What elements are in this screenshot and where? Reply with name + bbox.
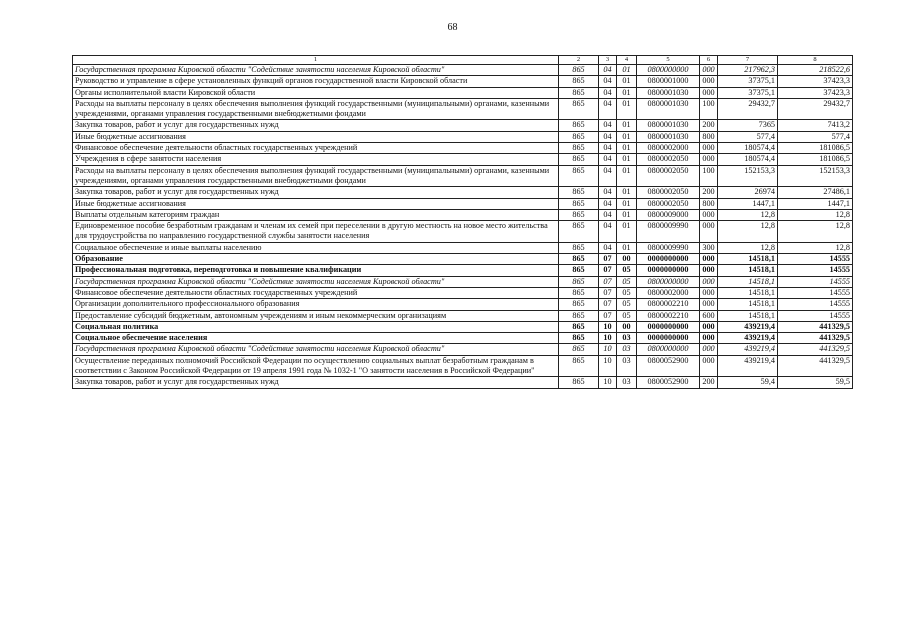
column-header: 1 bbox=[73, 56, 559, 65]
row-subsection: 05 bbox=[617, 287, 637, 298]
row-amount-year-1: 14518,1 bbox=[718, 299, 778, 310]
row-ministry-code: 865 bbox=[559, 242, 599, 253]
row-amount-year-2: 37423,3 bbox=[778, 76, 853, 87]
row-amount-year-2: 441329,5 bbox=[778, 355, 853, 377]
row-expense-type: 000 bbox=[700, 143, 718, 154]
row-description: Осуществление переданных полномочий Российской Федерации по осуществлению социальных выплат безработным гражданам в соответствии с Законом Российской Федерации от 19 апреля 1991 года № 1032-1 "О занятости населения в Российской Федерации" bbox=[73, 355, 559, 377]
row-target-article: 0800002050 bbox=[637, 187, 700, 198]
row-ministry-code: 865 bbox=[559, 287, 599, 298]
row-subsection: 01 bbox=[617, 165, 637, 187]
row-description: Иные бюджетные ассигнования bbox=[73, 131, 559, 142]
row-expense-type: 000 bbox=[700, 154, 718, 165]
table-row bbox=[73, 321, 853, 332]
row-target-article: 0800052900 bbox=[637, 355, 700, 377]
row-ministry-code: 865 bbox=[559, 87, 599, 98]
row-expense-type: 600 bbox=[700, 310, 718, 321]
row-description: Финансовое обеспечение деятельности областных государственных учреждений bbox=[73, 287, 559, 298]
row-subsection: 01 bbox=[617, 76, 637, 87]
row-ministry-code: 865 bbox=[559, 143, 599, 154]
row-amount-year-2: 12,8 bbox=[778, 242, 853, 253]
row-expense-type: 000 bbox=[700, 333, 718, 344]
row-amount-year-1: 439219,4 bbox=[718, 321, 778, 332]
row-amount-year-1: 180574,4 bbox=[718, 154, 778, 165]
row-amount-year-2: 218522,6 bbox=[778, 65, 853, 76]
row-description: Социальное обеспечение и иные выплаты населению bbox=[73, 242, 559, 253]
row-subsection: 01 bbox=[617, 143, 637, 154]
row-target-article: 0000000000 bbox=[637, 265, 700, 276]
row-subsection: 01 bbox=[617, 242, 637, 253]
row-description: Закупка товаров, работ и услуг для государственных нужд bbox=[73, 187, 559, 198]
row-expense-type: 100 bbox=[700, 165, 718, 187]
table-row bbox=[73, 276, 853, 287]
row-ministry-code: 865 bbox=[559, 76, 599, 87]
table-row bbox=[73, 87, 853, 98]
row-amount-year-1: 37375,1 bbox=[718, 76, 778, 87]
row-amount-year-2: 152153,3 bbox=[778, 165, 853, 187]
row-target-article: 0800002000 bbox=[637, 287, 700, 298]
table-row bbox=[73, 198, 853, 209]
table-row bbox=[73, 299, 853, 310]
row-amount-year-2: 577,4 bbox=[778, 131, 853, 142]
column-header: 3 bbox=[599, 56, 617, 65]
row-subsection: 05 bbox=[617, 265, 637, 276]
row-description: Государственная программа Кировской области "Содействие занятости населения Кировской области" bbox=[73, 65, 559, 76]
row-expense-type: 000 bbox=[700, 276, 718, 287]
row-amount-year-2: 29432,7 bbox=[778, 98, 853, 120]
row-ministry-code: 865 bbox=[559, 154, 599, 165]
row-subsection: 00 bbox=[617, 254, 637, 265]
row-ministry-code: 865 bbox=[559, 65, 599, 76]
row-amount-year-2: 1447,1 bbox=[778, 198, 853, 209]
row-amount-year-2: 37423,3 bbox=[778, 87, 853, 98]
column-header: 8 bbox=[778, 56, 853, 65]
row-subsection: 01 bbox=[617, 221, 637, 243]
row-description: Финансовое обеспечение деятельности областных государственных учреждений bbox=[73, 143, 559, 154]
row-target-article: 0800002000 bbox=[637, 143, 700, 154]
row-expense-type: 000 bbox=[700, 287, 718, 298]
row-ministry-code: 865 bbox=[559, 209, 599, 220]
row-section: 07 bbox=[599, 276, 617, 287]
column-header: 4 bbox=[617, 56, 637, 65]
row-section: 04 bbox=[599, 143, 617, 154]
row-ministry-code: 865 bbox=[559, 377, 599, 388]
row-amount-year-1: 26974 bbox=[718, 187, 778, 198]
row-amount-year-1: 59,4 bbox=[718, 377, 778, 388]
row-subsection: 03 bbox=[617, 377, 637, 388]
column-header: 6 bbox=[700, 56, 718, 65]
row-target-article: 0800002050 bbox=[637, 198, 700, 209]
row-subsection: 01 bbox=[617, 87, 637, 98]
row-expense-type: 300 bbox=[700, 242, 718, 253]
row-subsection: 03 bbox=[617, 333, 637, 344]
row-subsection: 01 bbox=[617, 120, 637, 131]
row-expense-type: 200 bbox=[700, 120, 718, 131]
row-expense-type: 000 bbox=[700, 254, 718, 265]
header-row bbox=[73, 56, 853, 65]
row-description: Организации дополнительного профессионального образования bbox=[73, 299, 559, 310]
row-subsection: 01 bbox=[617, 187, 637, 198]
table-row bbox=[73, 131, 853, 142]
row-description: Государственная программа Кировской области "Содействие занятости населения Кировской области" bbox=[73, 276, 559, 287]
row-section: 10 bbox=[599, 377, 617, 388]
row-amount-year-1: 7365 bbox=[718, 120, 778, 131]
row-section: 04 bbox=[599, 120, 617, 131]
row-section: 04 bbox=[599, 131, 617, 142]
row-amount-year-2: 27486,1 bbox=[778, 187, 853, 198]
table-row bbox=[73, 344, 853, 355]
row-amount-year-2: 14555 bbox=[778, 299, 853, 310]
row-subsection: 01 bbox=[617, 209, 637, 220]
row-section: 04 bbox=[599, 209, 617, 220]
row-ministry-code: 865 bbox=[559, 120, 599, 131]
budget-table bbox=[72, 55, 853, 389]
row-description: Закупка товаров, работ и услуг для государственных нужд bbox=[73, 120, 559, 131]
row-subsection: 05 bbox=[617, 276, 637, 287]
row-amount-year-2: 12,8 bbox=[778, 209, 853, 220]
row-section: 07 bbox=[599, 287, 617, 298]
table-row bbox=[73, 254, 853, 265]
row-amount-year-1: 29432,7 bbox=[718, 98, 778, 120]
row-amount-year-1: 217962,3 bbox=[718, 65, 778, 76]
row-amount-year-1: 14518,1 bbox=[718, 254, 778, 265]
row-amount-year-2: 14555 bbox=[778, 254, 853, 265]
row-amount-year-2: 441329,5 bbox=[778, 344, 853, 355]
row-description: Единовременное пособие безработным гражданам и членам их семей при переселении в другую местность на новое место жительства для трудоустройства по направлению государственной службы занятости населения bbox=[73, 221, 559, 243]
row-expense-type: 000 bbox=[700, 87, 718, 98]
row-subsection: 01 bbox=[617, 198, 637, 209]
row-section: 04 bbox=[599, 221, 617, 243]
row-ministry-code: 865 bbox=[559, 333, 599, 344]
row-amount-year-2: 59,5 bbox=[778, 377, 853, 388]
table-row bbox=[73, 221, 853, 243]
row-ministry-code: 865 bbox=[559, 355, 599, 377]
column-header: 7 bbox=[718, 56, 778, 65]
row-ministry-code: 865 bbox=[559, 310, 599, 321]
row-description: Руководство и управление в сфере установленных функций органов государственной власти Кировской области bbox=[73, 76, 559, 87]
row-subsection: 01 bbox=[617, 65, 637, 76]
column-header: 5 bbox=[637, 56, 700, 65]
row-target-article: 0800000000 bbox=[637, 276, 700, 287]
table-row bbox=[73, 187, 853, 198]
row-ministry-code: 865 bbox=[559, 131, 599, 142]
row-expense-type: 000 bbox=[700, 344, 718, 355]
row-expense-type: 800 bbox=[700, 198, 718, 209]
row-expense-type: 000 bbox=[700, 209, 718, 220]
row-amount-year-2: 7413,2 bbox=[778, 120, 853, 131]
table-row bbox=[73, 333, 853, 344]
row-section: 10 bbox=[599, 344, 617, 355]
row-ministry-code: 865 bbox=[559, 321, 599, 332]
row-amount-year-2: 181086,5 bbox=[778, 154, 853, 165]
row-target-article: 0800002210 bbox=[637, 310, 700, 321]
row-expense-type: 000 bbox=[700, 76, 718, 87]
row-ministry-code: 865 bbox=[559, 265, 599, 276]
row-section: 04 bbox=[599, 87, 617, 98]
table-row bbox=[73, 165, 853, 187]
row-amount-year-1: 439219,4 bbox=[718, 333, 778, 344]
row-expense-type: 200 bbox=[700, 187, 718, 198]
row-amount-year-2: 14555 bbox=[778, 276, 853, 287]
row-amount-year-2: 12,8 bbox=[778, 221, 853, 243]
row-description: Образование bbox=[73, 254, 559, 265]
row-target-article: 0800001030 bbox=[637, 87, 700, 98]
row-ministry-code: 865 bbox=[559, 98, 599, 120]
row-description: Расходы на выплаты персоналу в целях обеспечения выполнения функций государственными (муниципальными) органами, казенными учреждениями, органами управления государственными внебюджетными фондами bbox=[73, 98, 559, 120]
row-description: Расходы на выплаты персоналу в целях обеспечения выполнения функций государственными (муниципальными) органами, казенными учреждениями, органами управления государственными внебюджетными фондами bbox=[73, 165, 559, 187]
row-target-article: 0800001000 bbox=[637, 76, 700, 87]
row-target-article: 0800002210 bbox=[637, 299, 700, 310]
row-description: Социальное обеспечение населения bbox=[73, 333, 559, 344]
row-subsection: 05 bbox=[617, 310, 637, 321]
row-subsection: 01 bbox=[617, 154, 637, 165]
row-amount-year-1: 37375,1 bbox=[718, 87, 778, 98]
row-amount-year-1: 14518,1 bbox=[718, 310, 778, 321]
row-amount-year-1: 12,8 bbox=[718, 221, 778, 243]
row-description: Иные бюджетные ассигнования bbox=[73, 198, 559, 209]
row-amount-year-2: 441329,5 bbox=[778, 321, 853, 332]
row-section: 04 bbox=[599, 65, 617, 76]
row-expense-type: 000 bbox=[700, 299, 718, 310]
row-subsection: 01 bbox=[617, 131, 637, 142]
row-ministry-code: 865 bbox=[559, 344, 599, 355]
table-row bbox=[73, 76, 853, 87]
row-expense-type: 000 bbox=[700, 265, 718, 276]
row-section: 04 bbox=[599, 187, 617, 198]
row-expense-type: 800 bbox=[700, 131, 718, 142]
row-amount-year-2: 14555 bbox=[778, 287, 853, 298]
row-target-article: 0800001030 bbox=[637, 120, 700, 131]
row-description: Учреждения в сфере занятости населения bbox=[73, 154, 559, 165]
row-target-article: 0800002050 bbox=[637, 165, 700, 187]
table-row bbox=[73, 242, 853, 253]
row-expense-type: 200 bbox=[700, 377, 718, 388]
row-section: 04 bbox=[599, 198, 617, 209]
column-header: 2 bbox=[559, 56, 599, 65]
row-target-article: 0800000000 bbox=[637, 344, 700, 355]
row-section: 07 bbox=[599, 299, 617, 310]
row-subsection: 01 bbox=[617, 98, 637, 120]
row-amount-year-1: 12,8 bbox=[718, 242, 778, 253]
row-target-article: 0800001030 bbox=[637, 98, 700, 120]
row-target-article: 0800002050 bbox=[637, 154, 700, 165]
table-row bbox=[73, 120, 853, 131]
row-subsection: 05 bbox=[617, 299, 637, 310]
row-section: 04 bbox=[599, 242, 617, 253]
row-ministry-code: 865 bbox=[559, 221, 599, 243]
row-description: Профессиональная подготовка, переподготовка и повышение квалификации bbox=[73, 265, 559, 276]
row-description: Предоставление субсидий бюджетным, автономным учреждениям и иным некоммерческим организациям bbox=[73, 310, 559, 321]
row-target-article: 0800001030 bbox=[637, 131, 700, 142]
row-amount-year-1: 12,8 bbox=[718, 209, 778, 220]
row-expense-type: 000 bbox=[700, 221, 718, 243]
row-target-article: 0000000000 bbox=[637, 333, 700, 344]
row-section: 10 bbox=[599, 355, 617, 377]
row-amount-year-1: 577,4 bbox=[718, 131, 778, 142]
row-section: 04 bbox=[599, 98, 617, 120]
table-row bbox=[73, 287, 853, 298]
table-row bbox=[73, 355, 853, 377]
table-row bbox=[73, 310, 853, 321]
row-subsection: 03 bbox=[617, 355, 637, 377]
row-amount-year-1: 152153,3 bbox=[718, 165, 778, 187]
row-description: Государственная программа Кировской области "Содействие занятости населения Кировской области" bbox=[73, 344, 559, 355]
row-section: 07 bbox=[599, 254, 617, 265]
row-expense-type: 000 bbox=[700, 65, 718, 76]
table-row bbox=[73, 98, 853, 120]
row-description: Выплаты отдельным категориям граждан bbox=[73, 209, 559, 220]
row-amount-year-1: 14518,1 bbox=[718, 287, 778, 298]
table-row bbox=[73, 377, 853, 388]
table-row bbox=[73, 265, 853, 276]
row-expense-type: 100 bbox=[700, 98, 718, 120]
row-target-article: 0800009000 bbox=[637, 209, 700, 220]
row-section: 10 bbox=[599, 321, 617, 332]
page-number: 68 bbox=[447, 22, 458, 33]
row-ministry-code: 865 bbox=[559, 165, 599, 187]
table-row bbox=[73, 65, 853, 76]
row-target-article: 0800052900 bbox=[637, 377, 700, 388]
table-row bbox=[73, 143, 853, 154]
row-target-article: 0800009990 bbox=[637, 221, 700, 243]
row-target-article: 0000000000 bbox=[637, 254, 700, 265]
row-section: 07 bbox=[599, 310, 617, 321]
row-expense-type: 000 bbox=[700, 321, 718, 332]
row-amount-year-1: 439219,4 bbox=[718, 344, 778, 355]
row-subsection: 00 bbox=[617, 321, 637, 332]
row-amount-year-1: 14518,1 bbox=[718, 265, 778, 276]
row-description: Органы исполнительной власти Кировской области bbox=[73, 87, 559, 98]
row-description: Социальная политика bbox=[73, 321, 559, 332]
row-amount-year-2: 14555 bbox=[778, 310, 853, 321]
row-target-article: 0800009990 bbox=[637, 242, 700, 253]
row-ministry-code: 865 bbox=[559, 198, 599, 209]
row-ministry-code: 865 bbox=[559, 299, 599, 310]
row-subsection: 03 bbox=[617, 344, 637, 355]
row-section: 07 bbox=[599, 265, 617, 276]
table-row bbox=[73, 154, 853, 165]
row-section: 04 bbox=[599, 154, 617, 165]
row-ministry-code: 865 bbox=[559, 187, 599, 198]
row-expense-type: 000 bbox=[700, 355, 718, 377]
row-target-article: 0800000000 bbox=[637, 65, 700, 76]
row-amount-year-1: 180574,4 bbox=[718, 143, 778, 154]
row-target-article: 0000000000 bbox=[637, 321, 700, 332]
row-amount-year-2: 14555 bbox=[778, 265, 853, 276]
row-amount-year-1: 1447,1 bbox=[718, 198, 778, 209]
row-section: 10 bbox=[599, 333, 617, 344]
row-ministry-code: 865 bbox=[559, 254, 599, 265]
row-amount-year-1: 14518,1 bbox=[718, 276, 778, 287]
row-amount-year-2: 181086,5 bbox=[778, 143, 853, 154]
row-section: 04 bbox=[599, 165, 617, 187]
row-description: Закупка товаров, работ и услуг для государственных нужд bbox=[73, 377, 559, 388]
row-section: 04 bbox=[599, 76, 617, 87]
row-ministry-code: 865 bbox=[559, 276, 599, 287]
row-amount-year-2: 441329,5 bbox=[778, 333, 853, 344]
table-row bbox=[73, 209, 853, 220]
row-amount-year-1: 439219,4 bbox=[718, 355, 778, 377]
